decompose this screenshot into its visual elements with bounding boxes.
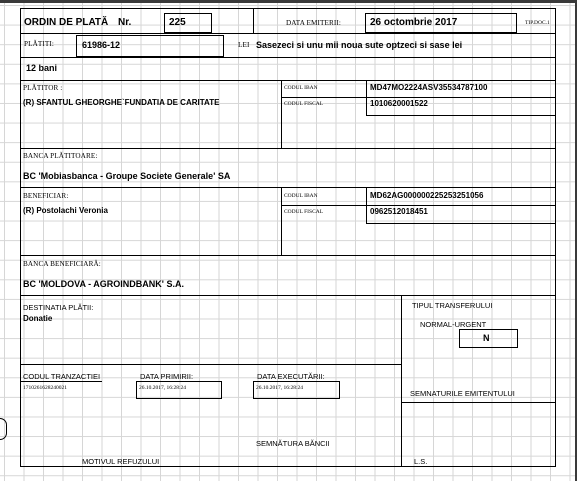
transaction-code: 1710261628240021: [23, 385, 67, 391]
payer-iban-label: CODUL IBAN: [284, 85, 318, 91]
divider: [253, 8, 254, 33]
divider: [20, 148, 556, 149]
payer-iban: MD47MO2224ASV35534787100: [370, 83, 488, 92]
beneficiary-bank-label: BANCA BENEFICIARĂ:: [23, 260, 101, 268]
frame-line: [555, 8, 556, 467]
divider: [401, 295, 402, 466]
form-title: ORDIN DE PLATĂ: [24, 17, 109, 28]
payer-fiscal: 1010620001522: [370, 99, 428, 108]
divider: [281, 80, 282, 148]
payer-name: (R) SFANTUL GHEORGHE`FUNDATIA DE CARITATE: [23, 98, 220, 107]
frame-line: [20, 8, 556, 9]
divider: [281, 187, 282, 255]
divider: [401, 402, 556, 403]
divider: [20, 364, 401, 365]
divider: [281, 205, 556, 206]
amount-label: PLĂTITI:: [24, 40, 54, 48]
beneficiary-iban-label: CODUL IBAN: [284, 193, 318, 199]
divider: [20, 187, 556, 188]
payer-bank-label: BANCA PLĂTITOARE:: [23, 152, 98, 160]
payer-fiscal-label: CODUL FISCAL: [284, 101, 324, 107]
divider: [20, 33, 556, 34]
frame-line: [20, 466, 556, 467]
divider: [20, 80, 556, 81]
beneficiary-label: BENEFICIAR:: [23, 192, 69, 200]
binder-clip: [0, 418, 7, 440]
normal-urgent-label: NORMAL-URGENT: [420, 320, 487, 329]
underline: [20, 381, 102, 382]
transaction-code-label: CODUL TRANZACTIEI: [23, 372, 101, 381]
received-date-label: DATA PRIMIRII:: [140, 372, 194, 381]
payment-order-form: [20, 8, 556, 467]
number-label: Nr.: [118, 17, 132, 28]
transfer-type-label: TIPUL TRANSFERULUI: [412, 301, 493, 310]
divider: [366, 115, 556, 116]
purpose-label: DESTINATIA PLĂTII:: [23, 303, 94, 312]
purpose-value: Donatie: [23, 314, 53, 323]
beneficiary-name: (R) Postolachi Veronia: [23, 206, 108, 215]
divider: [20, 255, 556, 256]
doc-type: TIP.DOC.1: [525, 20, 550, 26]
payer-label: PLĂTITOR :: [23, 84, 63, 92]
divider: [366, 80, 367, 116]
beneficiary-fiscal-label: CODUL FISCAL: [284, 209, 324, 215]
refusal-reason-label: MOTIVUL REFUZULUI: [82, 457, 160, 466]
beneficiary-fiscal: 0962512018451: [370, 207, 428, 216]
bank-signature-label: SEMNĂTURA BĂNCII: [256, 439, 330, 448]
top-edge: [0, 0, 577, 3]
beneficiary-iban: MD62AG000000225253251056: [370, 191, 484, 200]
issue-date-value: 26 octombrie 2017: [370, 17, 458, 28]
executed-date: 26.10.2017, 16:28:24: [256, 385, 304, 391]
divider: [366, 223, 556, 224]
ls-label: L.S.: [414, 457, 428, 466]
transfer-type-value: N: [483, 333, 490, 343]
amount-in-words-cont: 12 bani: [26, 63, 58, 73]
payer-bank-name: BC 'Mobiasbanca - Groupe Societe Generale' SA: [23, 171, 231, 181]
issuer-signature-label: SEMNATURILE EMITENTULUI: [410, 389, 515, 398]
divider: [20, 295, 556, 296]
frame-line: [20, 8, 21, 467]
divider: [281, 97, 556, 98]
amount-number: 61986-12: [82, 40, 121, 50]
amount-in-words: Sasezeci si unu mii noua sute optzeci si sase lei: [256, 40, 463, 50]
executed-date-label: DATA EXECUTĂRII:: [257, 372, 325, 381]
issue-date-label: DATA EMITERII:: [286, 19, 341, 27]
currency-label: LEI: [238, 41, 250, 49]
number-value: 225: [169, 17, 186, 28]
beneficiary-bank-name: BC 'MOLDOVA - AGROINDBANK' S.A.: [23, 279, 184, 289]
received-date: 26.10.2017, 16:28:24: [139, 385, 187, 391]
divider: [20, 57, 556, 58]
